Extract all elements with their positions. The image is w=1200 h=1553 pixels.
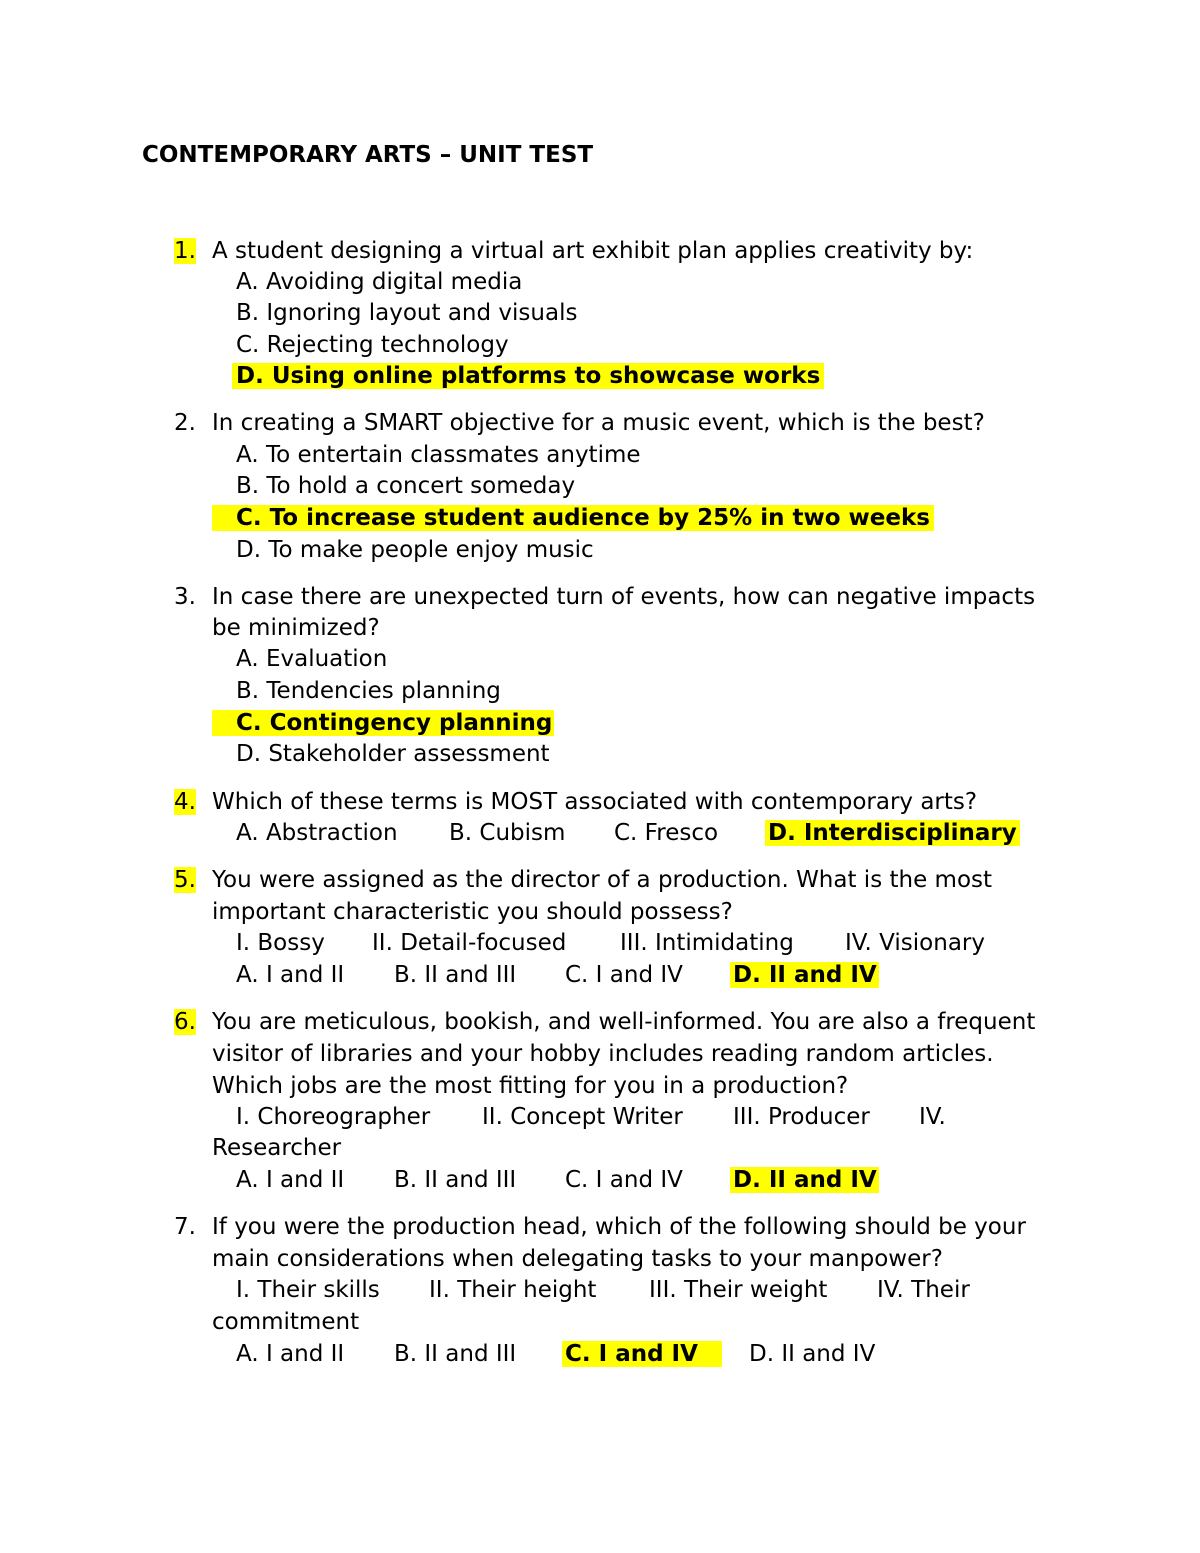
- roman-item-3: III. Intimidating: [620, 930, 794, 956]
- question-stem: If you were the production head, which of the following should be your: [212, 1214, 1026, 1240]
- option-d-answer: D. II and IV: [730, 962, 879, 988]
- question-stem: In creating a SMART objective for a music event, which is the best?: [212, 410, 985, 436]
- roman-item-4-cont: Researcher: [212, 1135, 342, 1161]
- question-number: 2.: [174, 410, 196, 436]
- question-number: 3.: [174, 584, 196, 610]
- question-number: 7.: [174, 1214, 196, 1240]
- option-d-answer: D. Interdisciplinary: [765, 820, 1020, 846]
- option-c: C. Fresco: [614, 820, 719, 846]
- question-number: 5.: [174, 867, 196, 893]
- option-c-answer: C. I and IV: [562, 1341, 722, 1367]
- option-d-answer: D. II and IV: [730, 1167, 879, 1193]
- option-b: B. II and III: [394, 1341, 517, 1367]
- option-a: A. I and II: [236, 1167, 345, 1193]
- option-d-answer: D. Using online platforms to showcase works: [232, 363, 824, 389]
- option-a: A. Evaluation: [236, 646, 388, 672]
- question-stem-cont: visitor of libraries and your hobby includes reading random articles.: [212, 1041, 994, 1067]
- option-d: D. Stakeholder assessment: [236, 741, 550, 767]
- roman-item-2: II. Detail-focused: [372, 930, 567, 956]
- option-b: B. To hold a concert someday: [236, 473, 576, 499]
- roman-item-1: I. Their skills: [236, 1277, 380, 1303]
- option-b: B. Ignoring layout and visuals: [236, 300, 578, 326]
- option-c-answer: C. To increase student audience by 25% in two weeks: [212, 505, 934, 531]
- question-stem: A student designing a virtual art exhibit plan applies creativity by:: [212, 238, 974, 264]
- option-a: A. I and II: [236, 962, 345, 988]
- roman-item-4: IV.: [919, 1104, 946, 1130]
- roman-item-4: IV. Visionary: [845, 930, 985, 956]
- roman-item-1: I. Choreographer: [236, 1104, 431, 1130]
- page-title: CONTEMPORARY ARTS – UNIT TEST: [142, 142, 594, 168]
- option-d: D. II and IV: [749, 1341, 876, 1367]
- option-a: A. To entertain classmates anytime: [236, 442, 641, 468]
- question-number: 6.: [174, 1009, 196, 1035]
- option-a: A. I and II: [236, 1341, 345, 1367]
- roman-item-3: III. Producer: [733, 1104, 870, 1130]
- roman-item-1: I. Bossy: [236, 930, 325, 956]
- roman-item-4: IV. Their: [877, 1277, 970, 1303]
- roman-item-2: II. Their height: [429, 1277, 597, 1303]
- option-a: A. Avoiding digital media: [236, 269, 523, 295]
- option-c-answer: C. Contingency planning: [212, 710, 554, 736]
- question-stem-cont: be minimized?: [212, 615, 380, 641]
- option-c: C. I and IV: [565, 962, 683, 988]
- question-stem: You are meticulous, bookish, and well-informed. You are also a frequent: [212, 1009, 1036, 1035]
- option-a: A. Abstraction: [236, 820, 398, 846]
- roman-item-2: II. Concept Writer: [482, 1104, 683, 1130]
- question-stem: You were assigned as the director of a production. What is the most: [212, 867, 993, 893]
- question-stem: Which of these terms is MOST associated with contemporary arts?: [212, 789, 978, 815]
- question-number: 1.: [174, 238, 196, 264]
- option-b: B. Cubism: [449, 820, 566, 846]
- question-stem-cont: Which jobs are the most fitting for you in a production?: [212, 1073, 849, 1099]
- option-b: B. II and III: [394, 962, 517, 988]
- question-stem-cont: important characteristic you should possess?: [212, 899, 733, 925]
- option-c: C. Rejecting technology: [236, 332, 509, 358]
- question-stem: In case there are unexpected turn of events, how can negative impacts: [212, 584, 1036, 610]
- roman-item-4-cont: commitment: [212, 1309, 360, 1335]
- option-c: C. I and IV: [565, 1167, 683, 1193]
- option-b: B. Tendencies planning: [236, 678, 501, 704]
- option-b: B. II and III: [394, 1167, 517, 1193]
- option-d: D. To make people enjoy music: [236, 537, 594, 563]
- roman-item-3: III. Their weight: [649, 1277, 828, 1303]
- question-number: 4.: [174, 789, 196, 815]
- question-stem-cont: main considerations when delegating tasks to your manpower?: [212, 1246, 943, 1272]
